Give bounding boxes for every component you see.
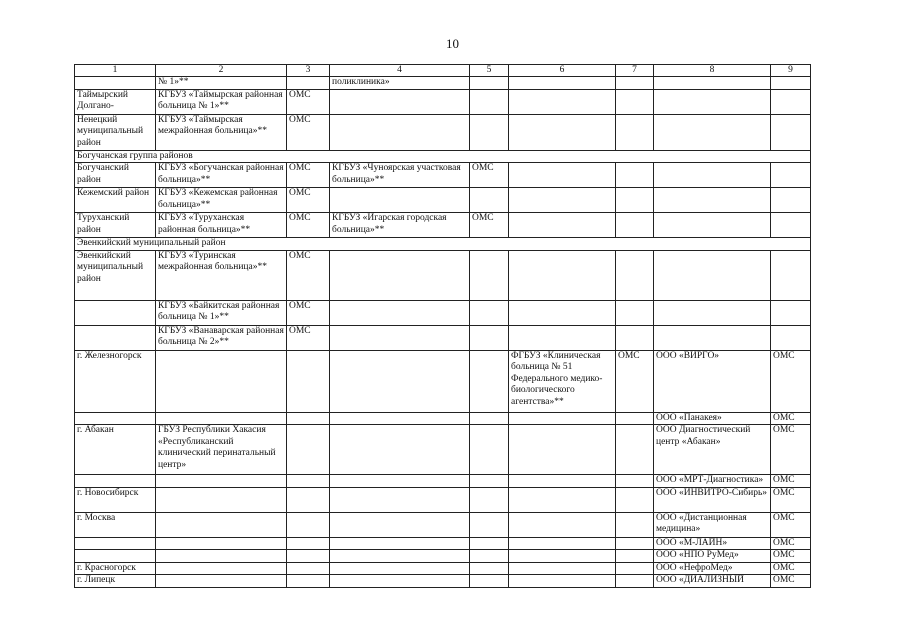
table-cell	[509, 77, 616, 90]
table-cell	[616, 213, 654, 238]
table-cell	[156, 575, 287, 588]
table-cell: КГБУЗ «Туруханская районная больница»**	[156, 213, 287, 238]
table-cell	[330, 350, 470, 412]
table-cell: ООО «ДИАЛИЗНЫЙ	[654, 575, 771, 588]
table-cell: ГБУЗ Республики Хакасия «Республиканский клинический перинатальный центр»	[156, 425, 287, 475]
table-cell	[470, 562, 509, 575]
table-cell	[771, 89, 811, 114]
table-cell	[616, 77, 654, 90]
table-row	[75, 550, 811, 563]
group-title: Богучанская группа районов	[75, 150, 811, 163]
table-cell	[330, 537, 470, 550]
column-number: 9	[771, 65, 811, 77]
table-row	[75, 250, 811, 300]
table-cell	[509, 550, 616, 563]
table-cell	[509, 562, 616, 575]
table-cell	[654, 114, 771, 150]
table-cell: КГБУЗ «Таймырская межрайонная больница»**	[156, 114, 287, 150]
table-cell	[470, 188, 509, 213]
table-cell	[470, 412, 509, 425]
table-cell	[330, 300, 470, 325]
table-cell	[330, 412, 470, 425]
table-cell: Богучанский район	[75, 163, 156, 188]
table-cell	[470, 114, 509, 150]
table-cell	[509, 575, 616, 588]
table-cell: ООО «ИНВИТРО-Сибирь»	[654, 487, 771, 512]
table-row	[75, 412, 811, 425]
table-cell	[509, 537, 616, 550]
table-cell: ОМС	[771, 350, 811, 412]
column-number: 2	[156, 65, 287, 77]
table-cell	[75, 412, 156, 425]
table-cell	[771, 213, 811, 238]
table-cell: ОМС	[771, 475, 811, 488]
table-cell	[470, 550, 509, 563]
table-cell	[509, 300, 616, 325]
table-cell: ООО «НПО РуМед»	[654, 550, 771, 563]
table-cell	[330, 425, 470, 475]
table-cell: ООО «МРТ-Диагностика»	[654, 475, 771, 488]
table-row	[75, 575, 811, 588]
table-row	[75, 325, 811, 350]
column-number: 6	[509, 65, 616, 77]
table-cell	[616, 562, 654, 575]
table-row	[75, 213, 811, 238]
group-row	[75, 150, 811, 163]
table-cell	[771, 300, 811, 325]
table-cell	[771, 77, 811, 90]
table-cell: ООО «ВИРГО»	[654, 350, 771, 412]
table-cell	[616, 475, 654, 488]
table-cell	[156, 550, 287, 563]
table-cell	[509, 412, 616, 425]
table-cell	[509, 188, 616, 213]
table-row	[75, 188, 811, 213]
table-cell: Кежемский район	[75, 188, 156, 213]
table-cell	[470, 325, 509, 350]
table-cell	[509, 512, 616, 537]
table-row	[75, 77, 811, 90]
page-number: 10	[446, 36, 459, 51]
table-cell	[330, 475, 470, 488]
table-cell: КГБУЗ «Игарская городская больница»**	[330, 213, 470, 238]
table-cell	[330, 562, 470, 575]
table-cell	[75, 325, 156, 350]
table-cell	[616, 114, 654, 150]
table-cell	[509, 475, 616, 488]
table-row	[75, 163, 811, 188]
table-cell	[616, 512, 654, 537]
table-cell	[509, 325, 616, 350]
table-cell	[75, 475, 156, 488]
table-cell	[156, 537, 287, 550]
table-cell: ООО «М-ЛАЙН»	[654, 537, 771, 550]
table-cell	[616, 163, 654, 188]
table-cell	[616, 537, 654, 550]
table-cell	[509, 425, 616, 475]
table-cell	[156, 487, 287, 512]
table-cell	[616, 325, 654, 350]
table-row	[75, 487, 811, 512]
table-cell	[75, 300, 156, 325]
table-cell	[470, 512, 509, 537]
table-cell: г. Новосибирск	[75, 487, 156, 512]
table-cell	[156, 412, 287, 425]
table-cell	[616, 188, 654, 213]
table-cell	[470, 537, 509, 550]
column-number: 5	[470, 65, 509, 77]
table-cell: ОМС	[287, 213, 330, 238]
table-cell	[654, 89, 771, 114]
table-cell	[771, 250, 811, 300]
table-cell: № 1»**	[156, 77, 287, 90]
table-row	[75, 425, 811, 475]
table-cell	[616, 425, 654, 475]
table-cell: поликлиника»	[330, 77, 470, 90]
table-cell: ОМС	[771, 537, 811, 550]
table-cell: ООО «Дистанционная медицина»	[654, 512, 771, 537]
table-cell: ОМС	[287, 114, 330, 150]
table-cell	[330, 89, 470, 114]
table-cell	[616, 89, 654, 114]
table-cell	[470, 575, 509, 588]
table-cell	[330, 250, 470, 300]
table-cell: ОМС	[616, 350, 654, 412]
table-cell	[75, 537, 156, 550]
table-cell	[771, 163, 811, 188]
table-cell: ОМС	[287, 89, 330, 114]
table-cell: г. Москва	[75, 512, 156, 537]
table-cell	[330, 325, 470, 350]
table-cell	[287, 562, 330, 575]
table-cell	[654, 300, 771, 325]
table-cell	[156, 512, 287, 537]
table-cell	[616, 250, 654, 300]
table-cell	[330, 512, 470, 537]
table-cell	[509, 89, 616, 114]
table-cell	[470, 487, 509, 512]
table-cell	[654, 188, 771, 213]
table-row	[75, 537, 811, 550]
table-cell: КГБУЗ «Кежемская районная больница»**	[156, 188, 287, 213]
table-cell	[287, 487, 330, 512]
table-cell	[330, 550, 470, 563]
table-cell: КГБУЗ «Ванаварская районная больница № 2»**	[156, 325, 287, 350]
table-cell	[616, 300, 654, 325]
table-cell	[616, 575, 654, 588]
table-cell	[509, 163, 616, 188]
table-cell	[654, 213, 771, 238]
table-cell: ОМС	[470, 163, 509, 188]
table-cell	[509, 213, 616, 238]
table-cell: КГБУЗ «Богучанская районная больница»**	[156, 163, 287, 188]
table-cell: г. Красногорск	[75, 562, 156, 575]
table-row	[75, 562, 811, 575]
table-cell	[470, 425, 509, 475]
table-cell: ОМС	[771, 550, 811, 563]
table-cell	[287, 537, 330, 550]
table-cell	[654, 250, 771, 300]
table-cell	[470, 250, 509, 300]
table-cell: ОМС	[287, 250, 330, 300]
table-cell: Таймырский Долгано-	[75, 89, 156, 114]
column-number: 3	[287, 65, 330, 77]
table-cell	[470, 89, 509, 114]
table-cell: ООО «Панакея»	[654, 412, 771, 425]
table-cell	[771, 188, 811, 213]
table-cell: Эвенкийский муниципальный район	[75, 250, 156, 300]
table-cell	[616, 412, 654, 425]
table-cell	[616, 487, 654, 512]
organizations-table	[74, 64, 811, 588]
table-row	[75, 114, 811, 150]
table-cell	[509, 250, 616, 300]
table-cell	[156, 350, 287, 412]
table-cell	[287, 475, 330, 488]
column-number-row	[75, 65, 811, 77]
table-cell: КГБУЗ «Чуноярская участковая больница»**	[330, 163, 470, 188]
table-cell	[509, 487, 616, 512]
table-cell	[509, 114, 616, 150]
table-cell	[771, 325, 811, 350]
column-number: 1	[75, 65, 156, 77]
table-cell: ОМС	[771, 512, 811, 537]
table-row	[75, 512, 811, 537]
table-cell	[654, 77, 771, 90]
table-cell	[287, 512, 330, 537]
table-cell	[470, 350, 509, 412]
table-cell	[287, 77, 330, 90]
table-cell: г. Липецк	[75, 575, 156, 588]
table-cell	[771, 114, 811, 150]
table-cell: ОМС	[771, 412, 811, 425]
table-cell: ОМС	[287, 325, 330, 350]
table-cell: ОМС	[287, 188, 330, 213]
column-number: 7	[616, 65, 654, 77]
table-cell: ФГБУЗ «Клиническая больница № 51 Федерального медико-биологического агентства»**	[509, 350, 616, 412]
table-cell	[287, 412, 330, 425]
table-row	[75, 300, 811, 325]
table-cell	[654, 325, 771, 350]
table-cell: ОМС	[287, 300, 330, 325]
table-cell: ОМС	[771, 562, 811, 575]
table-cell: ООО Диагностический центр «Абакан»	[654, 425, 771, 475]
table-cell	[75, 77, 156, 90]
table-cell: ООО «НефроМед»	[654, 562, 771, 575]
table-row	[75, 89, 811, 114]
table-cell: ОМС	[470, 213, 509, 238]
table-cell	[287, 350, 330, 412]
table-cell: Туруханский район	[75, 213, 156, 238]
table-cell: КГБУЗ «Байкитская районная больница № 1»**	[156, 300, 287, 325]
table-row	[75, 475, 811, 488]
table-cell	[654, 163, 771, 188]
table-cell: ОМС	[771, 487, 811, 512]
column-number: 8	[654, 65, 771, 77]
table-cell	[156, 475, 287, 488]
table-cell	[470, 475, 509, 488]
table-cell: КГБУЗ «Таймырская районная больница № 1»**	[156, 89, 287, 114]
table-cell	[330, 188, 470, 213]
table-cell: ОМС	[771, 425, 811, 475]
table-row	[75, 350, 811, 412]
table-cell	[287, 575, 330, 588]
table-cell: ОМС	[771, 575, 811, 588]
table-cell: Ненецкий муниципальный район	[75, 114, 156, 150]
table-cell	[330, 114, 470, 150]
table-cell	[470, 300, 509, 325]
table-cell: г. Железногорск	[75, 350, 156, 412]
table-cell: г. Абакан	[75, 425, 156, 475]
table-cell	[330, 575, 470, 588]
table-cell: ОМС	[287, 163, 330, 188]
group-title: Эвенкийский муниципальный район	[75, 238, 811, 251]
table-cell	[287, 425, 330, 475]
column-number: 4	[330, 65, 470, 77]
table-cell	[156, 562, 287, 575]
table-cell	[470, 77, 509, 90]
table-cell	[287, 550, 330, 563]
table-cell	[330, 487, 470, 512]
group-row	[75, 238, 811, 251]
table-cell: КГБУЗ «Туринская межрайонная больница»**	[156, 250, 287, 300]
table-cell	[616, 550, 654, 563]
table-cell	[75, 550, 156, 563]
